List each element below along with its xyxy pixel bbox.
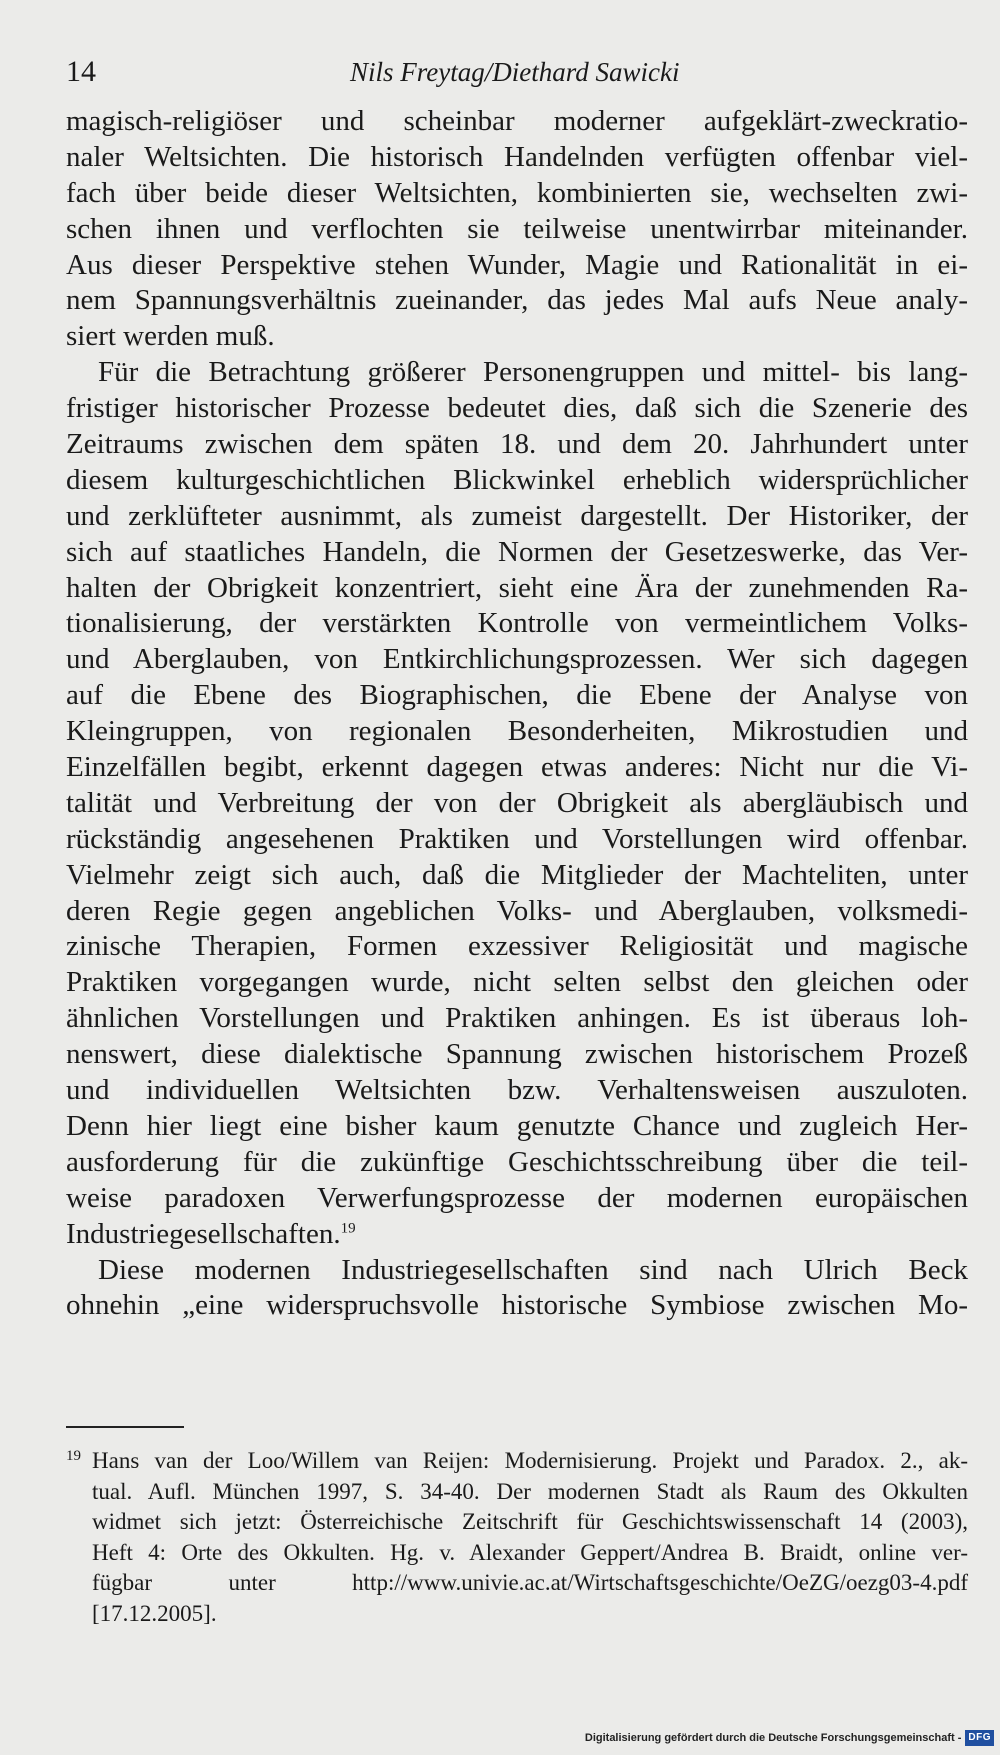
text-line: Aus dieser Perspektive stehen Wunder, Magie und Rationalität in ei- (66, 248, 968, 281)
text-line: Einzelfällen begibt, erkennt dagegen etwas anderes: Nicht nur die Vi- (66, 751, 968, 784)
text-line: fach über beide dieser Weltsichten, kombinierten sie, wechselten zwi- (66, 176, 968, 209)
text-line: ausforderung für die zukünftige Geschichtsschreibung über die teil- (66, 1145, 968, 1178)
running-head: Nils Freytag/Diethard Sawicki (350, 57, 680, 87)
text-line: auf die Ebene des Biographischen, die Ebene der Analyse von (66, 679, 968, 712)
text-line: halten der Obrigkeit konzentriert, sieht eine Ära der zunehmenden Ra- (66, 571, 968, 604)
text-line: ähnlichen Vorstellungen und Praktiken anhingen. Es ist überaus loh- (66, 1002, 968, 1035)
text-line: deren Regie gegen angeblichen Volks- und Aberglauben, volksmedi- (66, 894, 968, 927)
footnote-line: Hans van der Loo/Willem van Reijen: Modernisierung. Projekt und Paradox. 2., ak- (92, 1448, 968, 1473)
digitization-footer (585, 1729, 994, 1747)
page-number: 14 (66, 55, 96, 88)
text-line: Praktiken vorgegangen wurde, nicht selten selbst den gleichen oder (66, 966, 968, 999)
footnote-text (92, 1446, 968, 1630)
page-header (66, 52, 686, 92)
text-line: magisch-religiöser und scheinbar moderner aufgeklärt-zweckratio- (66, 105, 968, 137)
text-line: nenswert, diese dialektische Spannung zwischen historischem Prozeß (66, 1038, 968, 1071)
text-line: ohnehin „eine widerspruchsvolle historische Symbiose zwischen Mo- (66, 1289, 968, 1322)
body-text (66, 104, 968, 1324)
text-line: schen ihnen und verflochten sie teilweise unentwirrbar miteinander. (66, 212, 968, 245)
footnote-line: tual. Aufl. München 1997, S. 34-40. Der modernen Stadt als Raum des Okkulten (92, 1478, 968, 1504)
footnote-number: 19 (66, 1448, 81, 1464)
text-line: tionalisierung, der verstärkten Kontrolle von vermeintlichem Volks- (66, 607, 968, 640)
paragraph-3 (66, 1253, 968, 1325)
text-line: siert werden muß. (66, 320, 275, 353)
paragraph-1 (66, 104, 968, 355)
text-line: Kleingruppen, von regionalen Besonderheiten, Mikrostudien und (66, 715, 968, 748)
text-line: naler Weltsichten. Die historisch Handelnden verfügten offenbar viel- (66, 140, 968, 173)
digitization-note: Digitalisierung gefördert durch die Deutsche Forschungsgemeinschaft - (584, 1732, 962, 1744)
text-line: Zeitraums zwischen dem späten 18. und dem 20. Jahrhundert unter (66, 428, 968, 461)
text-line: zinische Therapien, Formen exzessiver Religiosität und magische (66, 930, 968, 963)
text-line: rückständig angesehenen Praktiken und Vorstellungen wird offenbar. (66, 822, 968, 855)
text-line: talität und Verbreitung der von der Obrigkeit als abergläubisch und (66, 786, 968, 819)
text-line: fristiger historischer Prozesse bedeutet dies, daß sich die Szenerie des (66, 392, 968, 425)
text-line: Denn hier liegt eine bisher kaum genutzte Chance und zugleich Her- (66, 1109, 968, 1142)
text-line: weise paradoxen Verwerfungsprozesse der modernen europäischen (66, 1181, 968, 1214)
text-line: und zerklüfteter ausnimmt, als zumeist dargestellt. Der Historiker, der (66, 499, 968, 532)
footnote-separator (66, 1426, 184, 1428)
text-line-with-footnote (66, 1217, 968, 1253)
footnote-line: widmet sich jetzt: Österreichische Zeitschrift für Geschichtswissenschaft 14 (2003), (92, 1509, 968, 1535)
footnote-line: fügbar unter http://www.univie.ac.at/Wirtschaftsgeschichte/OeZG/oezg03-4.pdf (92, 1570, 968, 1596)
paragraph-2 (66, 355, 968, 1252)
text-line: Industriegesellschaften. (66, 1217, 341, 1250)
text-line: nem Spannungsverhältnis zueinander, das jedes Mal aufs Neue analy- (66, 284, 968, 317)
text-line: und individuellen Weltsichten bzw. Verhaltensweisen auszuloten. (66, 1074, 968, 1107)
footnote-reference[interactable]: 19 (340, 1219, 356, 1236)
footnote-line: [17.12.2005]. (92, 1600, 217, 1626)
text-line: Für die Betrachtung größerer Personengruppen und mittel- bis lang- (98, 356, 968, 389)
text-line: und Aberglauben, von Entkirchlichungsprozessen. Wer sich dagegen (66, 643, 968, 676)
text-line: sich auf staatliches Handeln, die Normen der Gesetzeswerke, das Ver- (66, 535, 968, 568)
dfg-logo: DFG (965, 1730, 994, 1746)
text-line: Vielmehr zeigt sich auch, daß die Mitglieder der Machteliten, unter (66, 858, 968, 891)
text-line: diesem kulturgeschichtlichen Blickwinkel erheblich widersprüchlicher (66, 463, 968, 496)
footnote-line: Heft 4: Orte des Okkulten. Hg. v. Alexander Geppert/Andrea B. Braidt, online ver- (92, 1539, 968, 1565)
text-line: Diese modernen Industriegesellschaften sind nach Ulrich Beck (98, 1253, 968, 1286)
